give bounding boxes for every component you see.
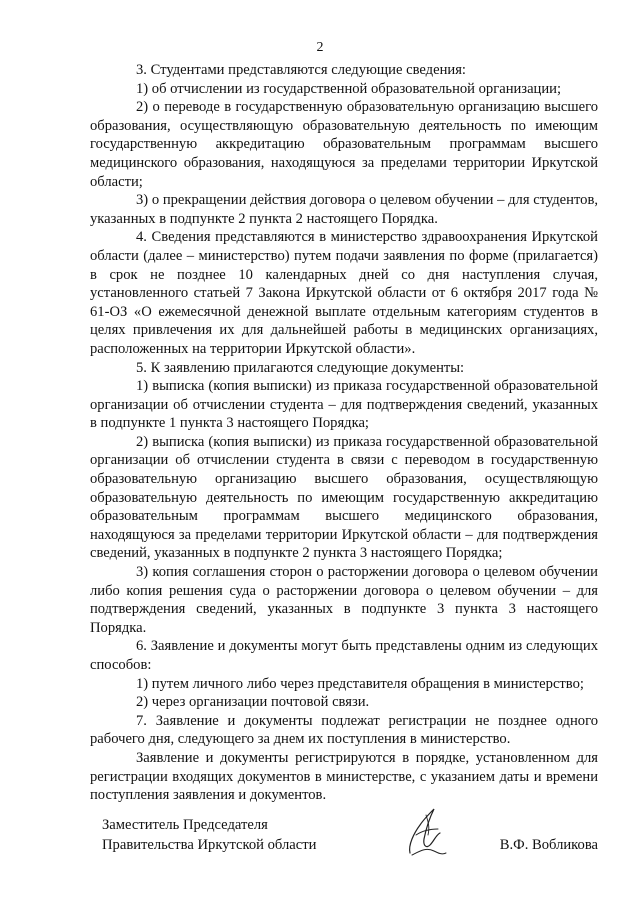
signatory-title-line: Заместитель Председателя (102, 817, 268, 833)
paragraph: 4. Сведения представляются в министерство здравоохранения Иркутской области (далее – министерство) путем подачи заявления по форме (прилагается) в срок не позднее 10 календарных дней со дня наступления случая, установленного статьей 7 Закона Иркутской области от 6 октября 2017 года № 61-ОЗ «О ежемесячной денежной выплате отдельным категориям студентов в целях привлечения их для дальнейшей работы в медицинских организациях, расположенных на территории Иркутской области». (90, 229, 598, 357)
paragraph: 2) выписка (копия выписки) из приказа государственной образовательной организации об отчислении студента в связи с переводом в государственную образовательную организацию высшего образования, осуществляющую образовательную деятельность по имеющим государственную аккредитацию образовательным программам высшего медицинского образования, находящуюся за пределами территории Иркутской области – для подтверждения сведений, указанных в подпункте 2 пункта 3 настоящего Порядка; (90, 433, 598, 562)
paragraph: 3) о прекращении действия договора о целевом обучении – для студентов, указанных в подпункте 2 пункта 2 настоящего Порядка. (90, 192, 598, 227)
paragraph: 2) о переводе в государственную образовательную организацию высшего образования, осуществляющую образовательную деятельность по имеющим государственную аккредитацию образовательным программам высшего медицинского образования, находящуюся за пределами территории Иркутской области; (90, 99, 598, 190)
paragraph: 3. Студентами представляются следующие сведения: (136, 62, 466, 78)
page-number: 2 (316, 40, 324, 55)
document-body (90, 61, 598, 805)
paragraph: 3) копия соглашения сторон о расторжении договора о целевом обучении либо копия решения суда о расторжении договора о целевом обучении – для подтверждения сведений, указанных в подпункте 3 пункта 3 настоящего Порядка. (90, 564, 598, 636)
paragraph: 1) об отчислении из государственной образовательной организации; (136, 80, 562, 97)
signatory-title-line: Правительства Иркутской области (102, 837, 317, 853)
signatory-name: В.Ф. Вобликова (499, 837, 598, 853)
handwritten-signature (390, 795, 460, 865)
signature-block (90, 815, 598, 875)
paragraph: 5. К заявлению прилагаются следующие документы: (136, 359, 465, 376)
paragraph: 1) выписка (копия выписки) из приказа государственной образовательной организации об отчислении студента – для подтверждения сведений, указанных в подпункте 1 пункта 3 настоящего Порядка; (90, 378, 598, 432)
paragraph: 2) через организации почтовой связи. (136, 694, 370, 711)
paragraph: 6. Заявление и документы могут быть представлены одним из следующих способов: (90, 638, 598, 673)
paragraph: Заявление и документы регистрируются в порядке, установленном для регистрации входящих документов в министерстве, с указанием даты и времени поступления заявления и документов. (90, 749, 598, 804)
signatory-title (102, 815, 316, 855)
paragraph: 7. Заявление и документы подлежат регистрации не позднее одного рабочего дня, следующего за днем их поступления в министерство. (90, 712, 598, 748)
paragraph: 1) путем личного либо через представителя обращения в министерство; (136, 675, 584, 692)
